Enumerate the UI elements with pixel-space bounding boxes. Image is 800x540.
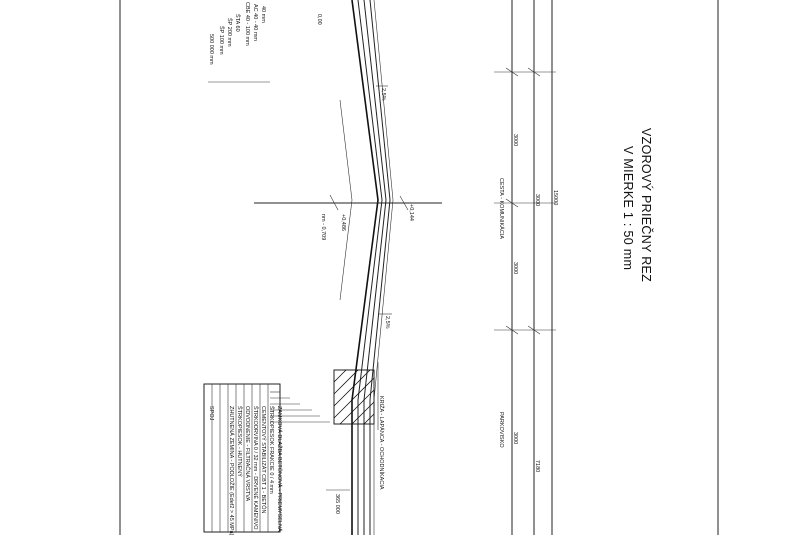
legend-item: ODVODNENIE - FILTRAČNÁ VRSTVA: [244, 406, 250, 502]
slope-upper: 2,5%: [380, 88, 386, 101]
legend-box: [204, 384, 330, 535]
layer-note: ŠP 100 mm: [218, 26, 224, 55]
layer-note: 40 mm: [260, 6, 266, 23]
layer-note: 500 000 mm: [208, 34, 214, 65]
layer-notes: [208, 2, 270, 82]
legend-item: SPOJ: [208, 406, 214, 421]
slope-lower: 2,5%: [384, 316, 390, 329]
legend-item: ŠTRKODRVINA 0 / 32 mm - DRVENÉ KAMENIVO: [252, 406, 258, 530]
axis-left-level: nm - 0,709: [320, 214, 326, 241]
dim-half-left: 3000: [512, 134, 518, 147]
svg-text:0,00: 0,00: [316, 14, 322, 25]
dim-sidewalk: 3000: [512, 432, 518, 445]
layer-note: AC 40 - 40 mm: [252, 4, 258, 41]
title-line-1: VZOROVÝ PRIEČNY REZ: [639, 128, 653, 283]
dim-total: 15000: [552, 190, 558, 206]
layer-note: ŠP 200 mm: [226, 18, 232, 47]
title-line-2: V MIERKE 1 : 50 mm: [621, 146, 635, 271]
legend-item: ŠTRKOPIESOK FRAKCIE 0 / 4 mm: [268, 406, 274, 494]
road-label: CESTA - KOMUNIKÁCIA: [498, 178, 504, 240]
layer-note: CBE 40 - 100 mm: [244, 2, 250, 46]
axis-left-label: +0,486: [340, 214, 346, 231]
legend-item: ŠTRKOPIESOK - HUTNENÝ: [236, 406, 242, 477]
legend-item: ZHUTNENÁ ZEMINA - PODLOŽIE (Edef2 > 45 MPa): [228, 406, 234, 535]
corner-level: 365 000: [334, 494, 340, 514]
drawing-title: [621, 128, 654, 282]
layer-note: ŠTA 60: [234, 14, 240, 32]
legend-item: ZAMKOVÁ DLAŽBA BETÓNOVÁ - PRIEMYSELNÁ: [276, 406, 282, 532]
dim-half-right: 3000: [512, 262, 518, 275]
legend-item: CEMENTOVÝ STABILIZÁT CBT 1 - BETÓN: [260, 406, 266, 514]
pavement-layers: [340, 0, 393, 535]
dim-center: 3000: [534, 194, 540, 207]
sidewalk-label: PARKOVISKO: [498, 412, 504, 448]
curb-detail: [326, 362, 386, 514]
dim-overall: 7180: [534, 460, 540, 473]
axis-right-level: +0,144: [408, 204, 414, 221]
dimension-lines: [494, 0, 558, 535]
curb-label: KRIŽA - LAPÁNCA - OCHODNÍKACIA: [378, 396, 384, 490]
layer-leader: [316, 14, 322, 25]
